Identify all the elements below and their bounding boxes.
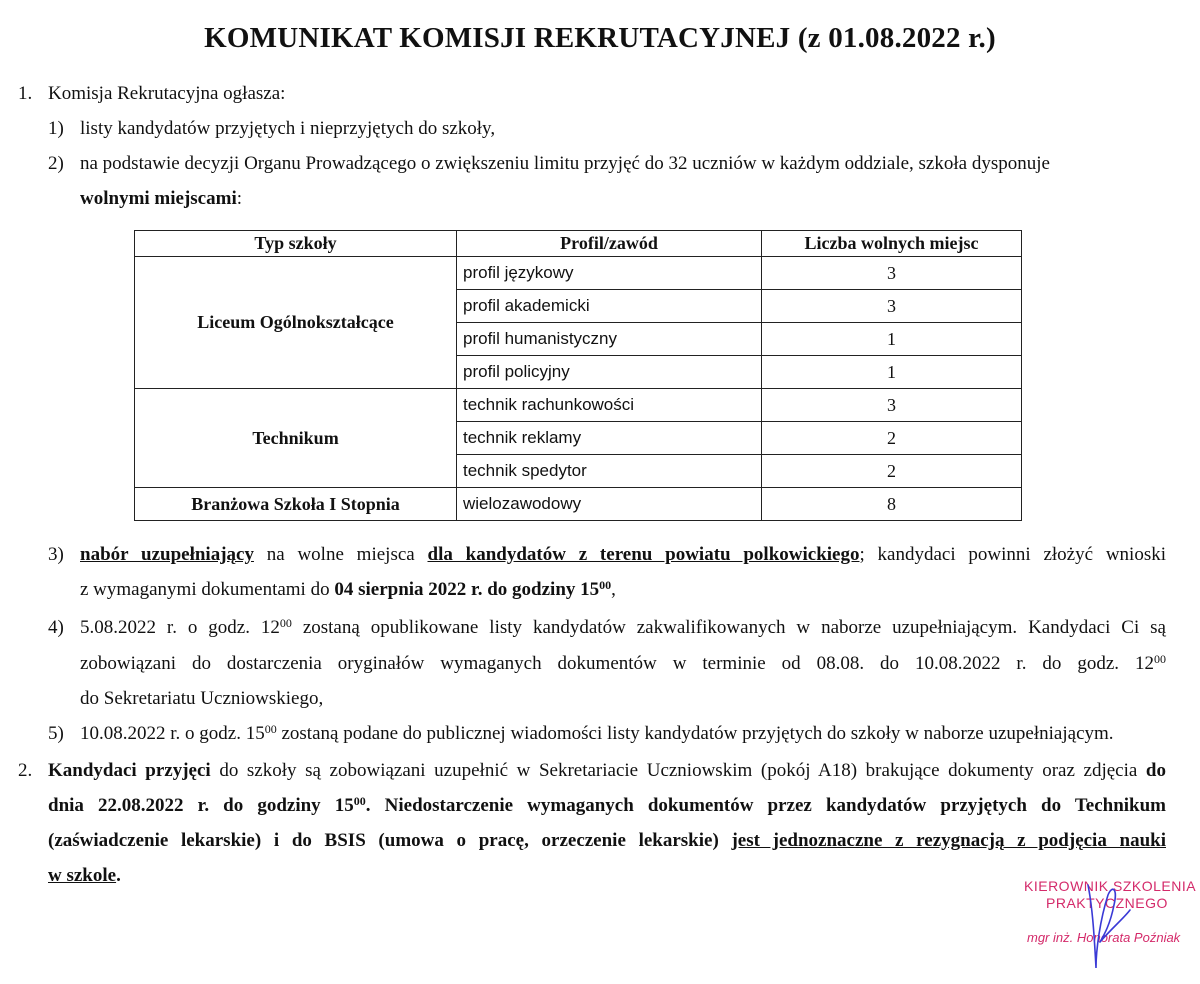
table-header-row bbox=[135, 231, 1022, 257]
count-cell: 3 bbox=[762, 389, 1022, 422]
stamp-line-1: KIEROWNIK SZKOLENIA bbox=[1024, 878, 1197, 894]
school-type-cell: Branżowa Szkoła I Stopnia bbox=[135, 488, 457, 521]
free-places-text: wolnymi miejscami bbox=[80, 188, 237, 209]
item-2-line1 bbox=[48, 759, 1166, 783]
count-cell: 8 bbox=[762, 488, 1022, 521]
sub-1-number: 1) bbox=[48, 118, 64, 139]
profile-cell: technik rachunkowości bbox=[457, 389, 762, 422]
sub-3-line2 bbox=[80, 578, 616, 602]
school-type-cell: Liceum Ogólnokształcące bbox=[135, 257, 457, 389]
item-2-text-e: . Niedostarczenie wymaganych dokumentów przez kandydatów przyjętych do Technikum bbox=[365, 795, 1167, 816]
sub-4-line2 bbox=[80, 652, 1166, 676]
sub-3-text-d: ; kandydaci powinni złożyć wnioski bbox=[859, 544, 1167, 565]
supplementary-recruitment: nabór uzupełniający bbox=[80, 544, 254, 565]
item-2-line3 bbox=[48, 829, 1166, 853]
item-2-deadline bbox=[48, 795, 1166, 816]
stamp-line-2: PRAKTYCZNEGO bbox=[1046, 895, 1168, 911]
deadline-text bbox=[334, 579, 611, 600]
sub-2-line1: na podstawie decyzji Organu Prowadzącego o zwiększeniu limitu przyjęć do 32 uczniów w każdym oddziale, szkoła dysponuje bbox=[80, 153, 1050, 174]
sub-4-number: 4) bbox=[48, 617, 64, 638]
sub-5-line1 bbox=[80, 722, 1114, 746]
item-1-text: Komisja Rekrutacyjna ogłasza: bbox=[48, 83, 286, 104]
item-2-number: 2. bbox=[18, 760, 33, 781]
county-candidates: dla kandydatów z terenu powiatu polkowickiego bbox=[427, 544, 860, 565]
item-2-text-c: do bbox=[1145, 760, 1166, 781]
table-row bbox=[135, 389, 1022, 422]
profile-cell: profil akademicki bbox=[457, 290, 762, 323]
admitted-candidates: Kandydaci przyjęci bbox=[48, 760, 211, 781]
sub-1-text: listy kandydatów przyjętych i nieprzyjętych do szkoły, bbox=[80, 118, 496, 139]
table-row bbox=[135, 488, 1022, 521]
profile-cell: profil językowy bbox=[457, 257, 762, 290]
header-count: Liczba wolnych miejsc bbox=[762, 231, 1022, 257]
count-cell: 2 bbox=[762, 455, 1022, 488]
item-2-line4 bbox=[48, 864, 121, 888]
colon: : bbox=[236, 188, 243, 209]
header-school-type: Typ szkoły bbox=[135, 231, 457, 257]
sub-3-number: 3) bbox=[48, 544, 64, 565]
count-cell: 2 bbox=[762, 422, 1022, 455]
sub-4-line1 bbox=[80, 616, 1166, 640]
sub-4-text-b: zostaną opublikowane listy kandydatów zakwalifikowanych w naborze uzupełniającym. Kandydaci Ci są bbox=[302, 617, 1166, 638]
sub-4-date-sup: 00 bbox=[279, 616, 292, 630]
sub-2-line2 bbox=[80, 187, 242, 211]
signature-icon bbox=[1060, 880, 1140, 975]
count-cell: 1 bbox=[762, 356, 1022, 389]
sub-3-line1 bbox=[80, 543, 1166, 567]
stamp-line-3: mgr inż. Honorata Poźniak bbox=[1027, 930, 1181, 945]
in-school-text: w szkole bbox=[48, 865, 117, 886]
item-2-line2 bbox=[48, 794, 1166, 818]
school-type-cell: Technikum bbox=[135, 389, 457, 488]
comma: , bbox=[611, 579, 616, 600]
profile-cell: technik spedytor bbox=[457, 455, 762, 488]
period: . bbox=[116, 865, 121, 886]
resignation-text: jest jednoznaczne z rezygnacją z podjęcia nauki bbox=[731, 830, 1166, 851]
sub-4-text-c: zobowiązani do dostarczenia oryginałów wymaganych dokumentów w terminie od 08.08. do 10.08.2022 r. do godz. 12 bbox=[80, 653, 1154, 674]
sub-2-number: 2) bbox=[48, 153, 64, 174]
sub-5-text-b: zostaną podane do publicznej wiadomości listy kandydatów przyjętych do szkoły w naborze uzupełniającym. bbox=[281, 723, 1114, 744]
count-cell: 1 bbox=[762, 323, 1022, 356]
item-2-deadline-date: dnia 22.08.2022 r. do godziny 15 bbox=[48, 795, 354, 816]
profile-cell: profil policyjny bbox=[457, 356, 762, 389]
header-profile: Profil/zawód bbox=[457, 231, 762, 257]
profile-cell: profil humanistyczny bbox=[457, 323, 762, 356]
deadline-date: 04 sierpnia 2022 r. do godziny 15 bbox=[334, 579, 600, 600]
profile-cell: technik reklamy bbox=[457, 422, 762, 455]
sub-4-text-c-sup: 00 bbox=[1154, 652, 1166, 666]
item-1-number: 1. bbox=[18, 83, 33, 104]
sub-3-text-e: z wymaganymi dokumentami do bbox=[80, 579, 330, 600]
page-title: KOMUNIKAT KOMISJI REKRUTACYJNEJ (z 01.08.2022 r.) bbox=[204, 22, 996, 54]
sub-4-line3: do Sekretariatu Uczniowskiego, bbox=[80, 688, 324, 709]
sub-5-number: 5) bbox=[48, 723, 64, 744]
count-cell: 3 bbox=[762, 290, 1022, 323]
sub-4-date: 5.08.2022 r. o godz. 12 bbox=[80, 617, 280, 638]
count-cell: 3 bbox=[762, 257, 1022, 290]
vacancy-table bbox=[134, 230, 1022, 521]
profile-cell: wielozawodowy bbox=[457, 488, 762, 521]
sub-5-date-sup: 00 bbox=[264, 722, 277, 736]
item-2-text-b: do szkoły są zobowiązani uzupełnić w Sekretariacie Uczniowskim (pokój A18) brakujące dokumenty oraz zdjęcia bbox=[219, 760, 1138, 781]
sub-3-text-b: na wolne miejsca bbox=[266, 544, 415, 565]
deadline-minutes: 00 bbox=[599, 578, 612, 592]
item-2-text-f: (zaświadczenie lekarskie) i do BSIS (umowa o pracę, orzeczenie lekarskie) bbox=[48, 830, 719, 851]
item-2-deadline-sup: 00 bbox=[353, 794, 366, 808]
table-row bbox=[135, 257, 1022, 290]
sub-5-date: 10.08.2022 r. o godz. 15 bbox=[80, 723, 265, 744]
